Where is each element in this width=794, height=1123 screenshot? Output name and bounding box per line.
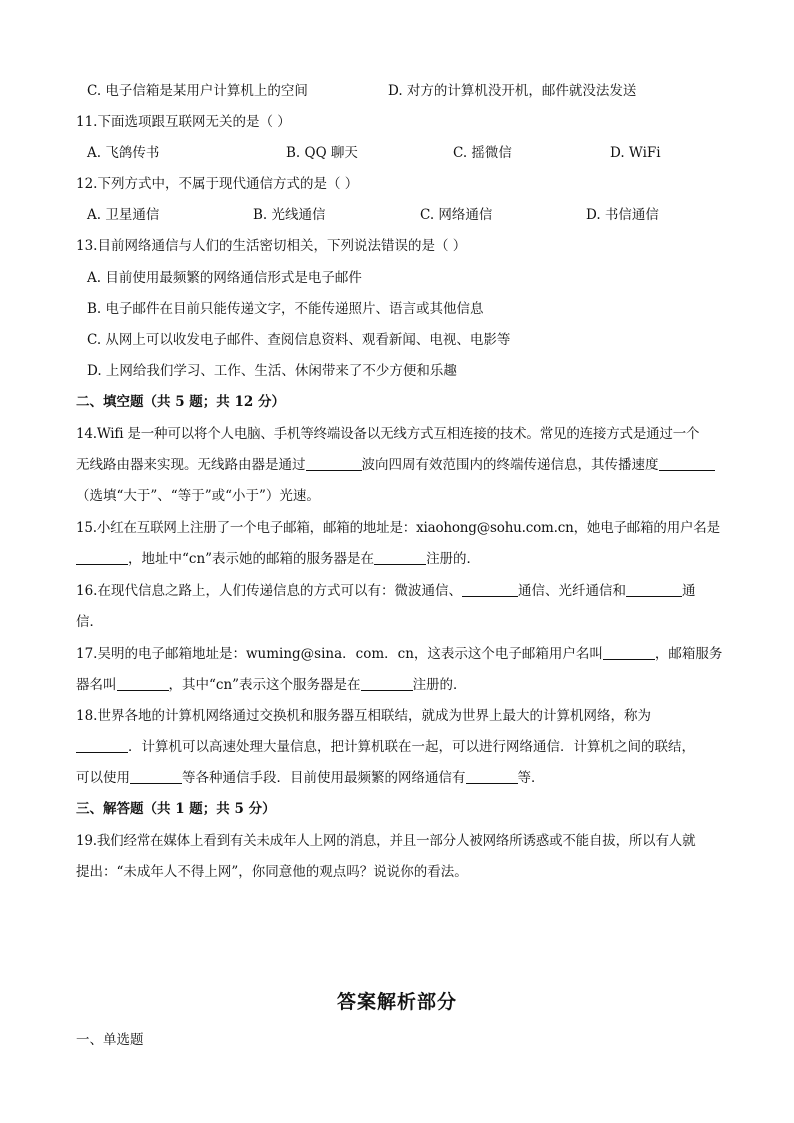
q18-text-a: ．计算机可以高速处理大量信息，把计算机联在一起，可以进行网络通信．计算机之间的联结， (128, 739, 695, 755)
q14-line-3: （选填“大于”、“等于”或“小于”）光速。 (76, 488, 320, 504)
q16-text-b: 通信、光纤通信和 (517, 583, 626, 599)
q11-option-a: A. 飞鸽传书 (87, 145, 160, 161)
q10-option-c: C. 电子信箱是某用户计算机上的空间 (87, 83, 308, 99)
q12-option-a: A. 卫星通信 (87, 207, 160, 223)
q13-option-a: A. 目前使用最频繁的网络通信形式是电子邮件 (87, 270, 362, 286)
q12-option-d: D. 书信通信 (586, 207, 659, 223)
q17-line-1 (76, 645, 722, 663)
q17-blank-2[interactable] (117, 677, 169, 691)
q18-blank-1[interactable] (76, 739, 128, 753)
q14-blank-2[interactable] (659, 457, 715, 471)
q11-option-c: C. 摇微信 (453, 145, 512, 161)
q13-stem: 13.目前网络通信与人们的生活密切相关，下列说法错误的是（ ） (76, 238, 467, 254)
section-3-heading: 三、解答题（共 1 题；共 5 分） (76, 801, 276, 817)
q18-blank-3[interactable] (466, 770, 518, 784)
q17-text-b: ，邮箱服务 (654, 646, 723, 662)
q15-line-2 (76, 550, 480, 568)
q12-stem: 12.下列方式中，不属于现代通信方式的是（ ） (76, 176, 359, 192)
q18-line-3 (76, 769, 545, 787)
q18-text-b: 可以使用 (76, 770, 130, 786)
q13-option-c: C. 从网上可以收发电子邮件、查阅信息资料、观看新闻、电视、电影等 (87, 332, 511, 348)
q17-blank-1[interactable] (603, 646, 655, 660)
q14-blank-1[interactable] (306, 457, 362, 471)
q12-option-c: C. 网络通信 (420, 207, 493, 223)
answer-section-1-heading: 一、单选题 (76, 1032, 144, 1048)
q14-line-1: 14.Wifi 是一种可以将个人电脑、手机等终端设备以无线方式互相连接的技术。常见的连接方式是通过一个 (76, 426, 700, 442)
q15-line-1: 15.小红在互联网上注册了一个电子邮箱，邮箱的地址是：xiaohong@sohu.com.cn，她电子邮箱的用户名是 (76, 520, 720, 536)
q16-text-a: 16.在现代信息之路上，人们传递信息的方式可以有：微波通信、 (76, 583, 462, 599)
q10-option-d: D. 对方的计算机没开机，邮件就没法发送 (388, 83, 637, 99)
q11-option-d: D. WiFi (610, 145, 661, 161)
q17-text-a: 17.吴明的电子邮箱地址是：wuming@sina．com．cn，这表示这个电子邮箱用户名叫 (76, 646, 603, 662)
q19-line-2: 提出：“未成年人不得上网”，你同意他的观点吗？说说你的看法。 (76, 864, 468, 880)
q15-text-a: ，地址中“cn”表示她的邮箱的服务器是在 (128, 551, 375, 567)
q17-text-d: ，其中“cn”表示这个服务器是在 (168, 677, 361, 693)
q11-option-b: B. QQ 聊天 (286, 145, 358, 161)
q16-line-1 (76, 582, 695, 600)
q17-blank-3[interactable] (361, 677, 413, 691)
q19-line-1: 19.我们经常在媒体上看到有关未成年人上网的消息，并且一部分人被网络所诱惑或不能自拔，所以有人就 (76, 833, 696, 849)
q12-option-b: B. 光线通信 (253, 207, 326, 223)
q14-line-2 (76, 456, 715, 474)
q17-text-e: 注册的． (412, 677, 467, 693)
answer-section-title: 答案解析部分 (336, 991, 457, 1013)
q14-text-a: 无线路由器来实现。无线路由器是通过 (76, 457, 306, 473)
q18-text-d: 等． (517, 770, 545, 786)
q16-blank-2[interactable] (626, 583, 682, 597)
q16-text-c: 通 (681, 583, 696, 599)
q17-line-2 (76, 676, 467, 694)
q11-stem: 11.下面选项跟互联网无关的是（ ） (76, 114, 291, 130)
q14-text-b: 波向四周有效范围内的终端传递信息，其传播速度 (361, 457, 659, 473)
q15-text-b: 注册的． (426, 551, 481, 567)
q16-blank-1[interactable] (462, 583, 518, 597)
q18-text-c: 等各种通信手段．目前使用最频繁的网络通信有 (182, 770, 466, 786)
q18-blank-2[interactable] (130, 770, 182, 784)
q16-line-2: 信． (76, 614, 103, 630)
q15-blank-2[interactable] (374, 551, 426, 565)
q18-line-1: 18.世界各地的计算机网络通过交换机和服务器互相联结，就成为世界上最大的计算机网络，称为 (76, 708, 651, 724)
q13-option-d: D. 上网给我们学习、工作、生活、休闲带来了不少方便和乐趣 (87, 363, 457, 379)
section-2-heading: 二、填空题（共 5 题；共 12 分） (76, 394, 285, 410)
q17-text-c: 器名叫 (76, 677, 117, 693)
q15-blank-1[interactable] (76, 551, 128, 565)
q13-option-b: B. 电子邮件在目前只能传递文字，不能传递照片、语言或其他信息 (87, 301, 484, 317)
q18-line-2 (76, 738, 695, 756)
